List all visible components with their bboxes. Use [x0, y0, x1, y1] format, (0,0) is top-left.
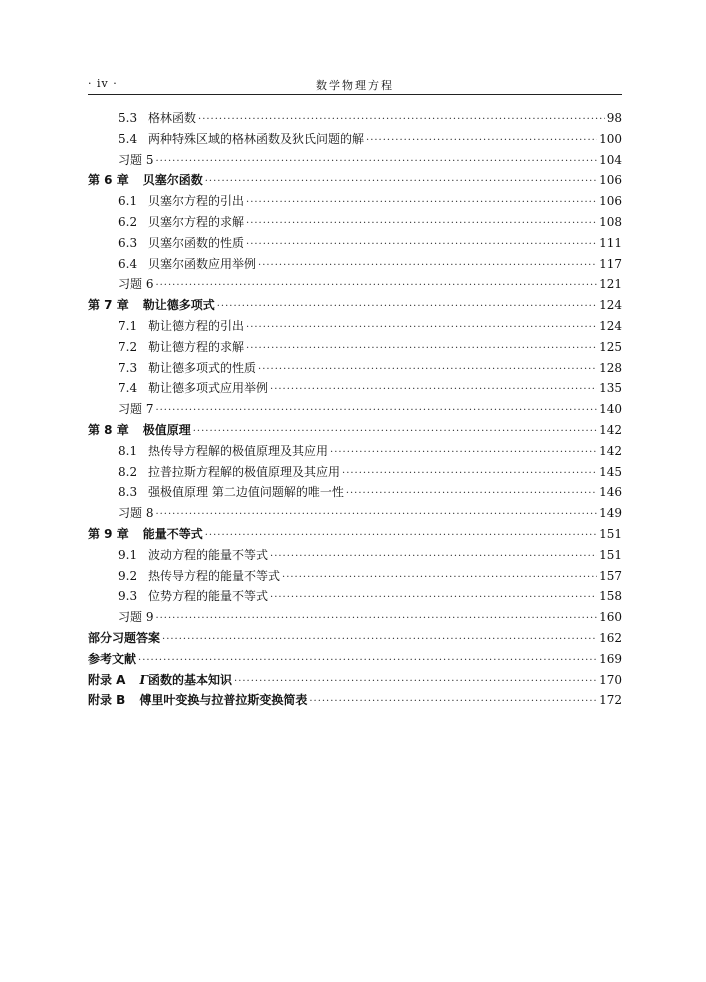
leader-dots	[138, 651, 597, 670]
toc-references[interactable]	[88, 649, 622, 670]
page-ref: 108	[599, 214, 622, 229]
section-title: 勒让德方程的求解	[148, 339, 245, 354]
toc-entry-6-1[interactable]	[88, 191, 622, 212]
appendix-label: 附录 B	[88, 693, 126, 708]
toc-appendix-b[interactable]	[88, 690, 622, 711]
toc-entry-7-2[interactable]	[88, 337, 622, 358]
toc-chapter-7[interactable]	[88, 295, 622, 316]
section-number: 6.2	[118, 214, 138, 229]
leader-dots	[346, 484, 597, 503]
toc-entry-9-1[interactable]	[88, 545, 622, 566]
leader-dots	[155, 152, 597, 171]
section-number: 9.1	[118, 547, 138, 562]
toc-entry-exercises-5[interactable]	[88, 150, 622, 171]
page-ref: 172	[599, 693, 622, 708]
section-title: 贝塞尔方程的引出	[148, 194, 245, 209]
leader-dots	[270, 380, 597, 399]
section-title: 勒让德方程的引出	[148, 318, 245, 333]
toc-entry-8-3[interactable]	[88, 482, 622, 503]
section-title: 习题 9	[118, 610, 154, 625]
chapter-title: 能量不等式	[142, 526, 203, 541]
page-ref: 140	[599, 402, 622, 417]
toc-entry-6-2[interactable]	[88, 212, 622, 233]
running-header	[88, 74, 622, 95]
toc-chapter-6[interactable]	[88, 170, 622, 191]
section-title: 强极值原理 第二边值问题解的唯一性	[148, 485, 344, 500]
toc-entry-8-1[interactable]	[88, 441, 622, 462]
leader-dots	[217, 297, 597, 316]
book-title: 数学物理方程	[316, 79, 394, 92]
section-title: 格林函数	[148, 111, 197, 125]
section-title: 位势方程的能量不等式	[148, 589, 269, 604]
chapter-title: 贝塞尔函数	[142, 173, 203, 188]
page-ref: 124	[599, 298, 622, 313]
section-title: 热传导方程解的极值原理及其应用	[148, 443, 329, 458]
toc-entry-exercises-6[interactable]	[88, 274, 622, 295]
chapter-title: 勒让德多项式	[142, 298, 215, 313]
chapter-number: 第 7 章	[88, 298, 129, 313]
section-title: 热传导方程的能量不等式	[148, 568, 281, 583]
appendix-label: 附录 A	[88, 672, 126, 687]
page-ref: 157	[599, 568, 622, 583]
toc-entry-5-4[interactable]	[88, 129, 622, 150]
chapter-number: 第 6 章	[88, 173, 129, 188]
section-number: 6.1	[118, 194, 138, 209]
page-ref: 151	[599, 547, 622, 562]
chapter-number: 第 8 章	[88, 422, 129, 437]
toc-entry-exercises-7[interactable]	[88, 399, 622, 420]
section-number: 6.3	[118, 235, 138, 250]
table-of-contents	[88, 108, 622, 711]
page-ref: 104	[599, 152, 622, 167]
leader-dots	[246, 214, 597, 233]
page-ref: 162	[599, 630, 622, 645]
leader-dots	[246, 235, 597, 254]
leader-dots	[155, 276, 597, 295]
chapter-title: 参考文献	[88, 651, 137, 666]
section-number: 7.3	[118, 360, 138, 375]
page-ref: 125	[599, 339, 622, 354]
section-number: 6.4	[118, 256, 138, 271]
leader-dots	[234, 672, 597, 691]
section-title: 两种特殊区域的格林函数及狄氏问题的解	[148, 131, 365, 146]
leader-dots	[270, 547, 597, 566]
section-number: 7.4	[118, 381, 138, 396]
toc-entry-exercises-8[interactable]	[88, 503, 622, 524]
leader-dots	[246, 339, 597, 358]
leader-dots	[246, 318, 597, 337]
section-title: 波动方程的能量不等式	[148, 547, 269, 562]
section-number: 9.2	[118, 568, 138, 583]
section-number: 5.4	[118, 131, 138, 146]
toc-entry-8-2[interactable]	[88, 462, 622, 483]
toc-entry-9-2[interactable]	[88, 566, 622, 587]
page-ref: 149	[599, 506, 622, 521]
page-ref: 124	[599, 318, 622, 333]
toc-chapter-8[interactable]	[88, 420, 622, 441]
page-ref: 100	[599, 131, 622, 146]
gamma-symbol: Γ	[139, 672, 148, 687]
page-number: · iv ·	[88, 77, 118, 90]
page-ref: 106	[599, 194, 622, 209]
leader-dots	[258, 256, 597, 275]
section-title: 贝塞尔函数的性质	[148, 235, 245, 250]
page-ref: 145	[599, 464, 622, 479]
page-ref: 135	[599, 381, 622, 396]
chapter-title: 部分习题答案	[88, 630, 161, 645]
page-ref: 111	[599, 235, 622, 250]
leader-dots	[270, 588, 597, 607]
toc-entry-7-4[interactable]	[88, 378, 622, 399]
toc-entry-6-4[interactable]	[88, 254, 622, 275]
leader-dots	[193, 422, 597, 441]
page-ref: 106	[599, 173, 622, 188]
leader-dots	[342, 464, 597, 483]
page-ref: 117	[599, 256, 622, 271]
page-ref: 158	[599, 589, 622, 604]
section-title: 习题 8	[118, 506, 154, 521]
leader-dots	[330, 443, 597, 462]
section-number: 8.1	[118, 443, 138, 458]
leader-dots	[205, 526, 597, 545]
section-number: 5.3	[118, 111, 138, 125]
section-title: 勒让德多项式的性质	[148, 360, 257, 375]
page-ref: 146	[599, 485, 622, 500]
section-title: 习题 5	[118, 152, 154, 167]
leader-dots	[366, 131, 597, 150]
section-title: 拉普拉斯方程解的极值原理及其应用	[148, 464, 341, 479]
leader-dots	[162, 630, 597, 649]
leader-dots	[155, 505, 597, 524]
leader-dots	[155, 401, 597, 420]
page-ref: 170	[599, 672, 622, 687]
toc-entry-9-3[interactable]	[88, 586, 622, 607]
section-number: 8.2	[118, 464, 138, 479]
section-number: 7.2	[118, 339, 138, 354]
page-ref: 142	[599, 443, 622, 458]
leader-dots	[155, 609, 597, 628]
toc-chapter-9[interactable]	[88, 524, 622, 545]
toc-entry-7-3[interactable]	[88, 358, 622, 379]
toc-entry-exercises-9[interactable]	[88, 607, 622, 628]
toc-entry-7-1[interactable]	[88, 316, 622, 337]
leader-dots	[246, 193, 597, 212]
leader-dots	[258, 360, 597, 379]
section-title: 贝塞尔方程的求解	[148, 214, 245, 229]
chapter-title: 傅里叶变换与拉普拉斯变换简表	[139, 693, 308, 708]
chapter-title: 极值原理	[142, 422, 191, 437]
section-title: 贝塞尔函数应用举例	[148, 256, 257, 271]
chapter-number: 第 9 章	[88, 526, 129, 541]
section-number: 8.3	[118, 485, 138, 500]
leader-dots	[309, 692, 597, 711]
section-title: 习题 6	[118, 277, 154, 292]
toc-entry-5-3[interactable]	[88, 108, 622, 129]
appendix-title-text: 函数的基本知识	[148, 672, 233, 687]
leader-dots	[205, 172, 597, 191]
leader-dots	[198, 110, 605, 129]
page-ref: 121	[599, 277, 622, 292]
page-ref: 98	[606, 111, 622, 125]
page-ref: 169	[599, 651, 622, 666]
toc-entry-6-3[interactable]	[88, 233, 622, 254]
section-number: 7.1	[118, 318, 138, 333]
leader-dots	[282, 568, 597, 587]
toc-answers[interactable]	[88, 628, 622, 649]
section-number: 9.3	[118, 589, 138, 604]
section-title: 习题 7	[118, 402, 154, 417]
chapter-title	[139, 670, 232, 691]
toc-appendix-a[interactable]	[88, 670, 622, 691]
section-title: 勒让德多项式应用举例	[148, 381, 269, 396]
page-ref: 128	[599, 360, 622, 375]
page-ref: 142	[599, 422, 622, 437]
page-ref: 151	[599, 526, 622, 541]
page-ref: 160	[599, 610, 622, 625]
